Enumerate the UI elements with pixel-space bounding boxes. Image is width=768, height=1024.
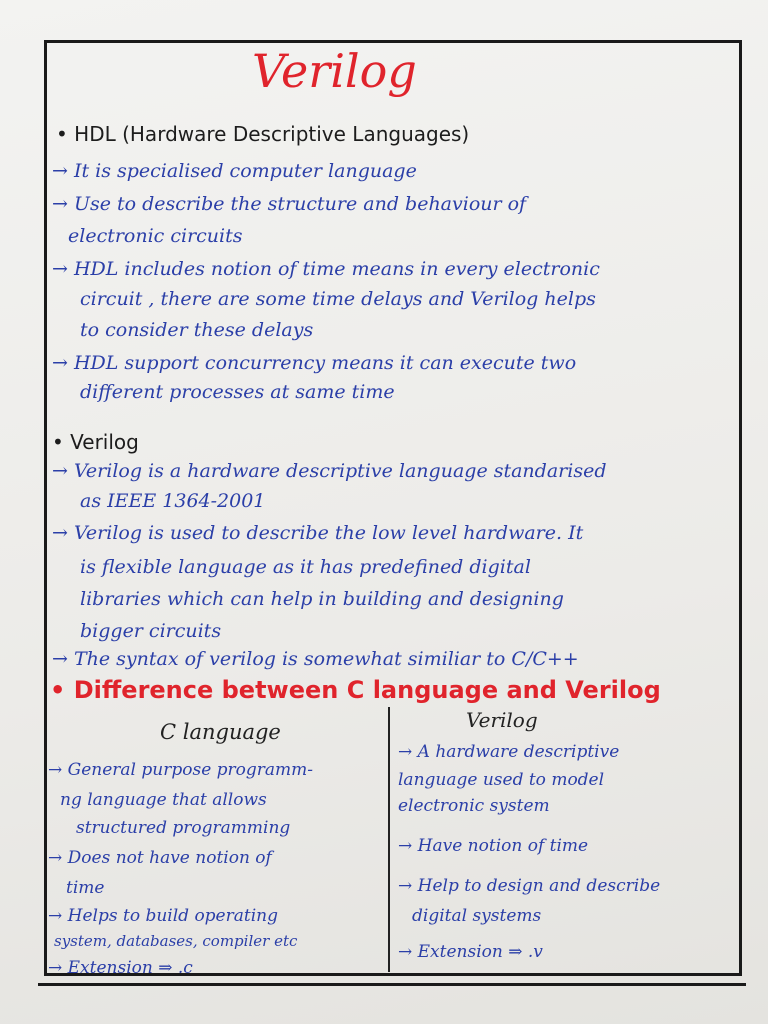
verilog-point-1-cont: as IEEE 1364-2001 — [80, 490, 266, 512]
verilog-point-2-cont-1: is flexible language as it has predefined digital — [80, 556, 531, 578]
verilog-point-2-cont-3: bigger circuits — [80, 620, 222, 642]
verilog-col-point-3-cont: digital systems — [412, 906, 542, 926]
hdl-point-2-cont: electronic circuits — [68, 225, 243, 247]
verilog-heading: • Verilog — [52, 430, 139, 454]
hdl-point-3: → HDL includes notion of time means in every electronic — [52, 258, 600, 280]
hdl-point-1: → It is specialised computer language — [52, 160, 417, 182]
difference-heading: • Difference between C language and Verilog — [50, 676, 661, 704]
column-divider — [388, 707, 390, 972]
verilog-col-point-1: → A hardware descriptive — [398, 742, 620, 762]
verilog-col-point-1-cont-1: language used to model — [398, 770, 605, 790]
page-title: Verilog — [252, 44, 417, 98]
bottom-border-line — [38, 983, 746, 986]
c-point-1-cont-1: ng language that allows — [60, 790, 267, 810]
verilog-point-1: → Verilog is a hardware descriptive language standarised — [52, 460, 607, 482]
c-point-2: → Does not have notion of — [48, 848, 272, 868]
c-point-1: → General purpose programm- — [48, 760, 314, 780]
verilog-col-point-2: → Have notion of time — [398, 836, 589, 856]
verilog-col-point-4: → Extension ⇒ .v — [398, 942, 543, 962]
c-point-4: → Extension ⇒ .c — [48, 958, 193, 978]
c-column-title: C language — [160, 720, 281, 744]
verilog-column-title: Verilog — [466, 708, 538, 732]
c-point-1-cont-2: structured programming — [76, 818, 291, 838]
c-point-3-cont: system, databases, compiler etc — [54, 932, 298, 950]
hdl-point-4-cont: different processes at same time — [80, 381, 395, 403]
hdl-point-2: → Use to describe the structure and behaviour of — [52, 193, 527, 215]
verilog-col-point-1-cont-2: electronic system — [398, 796, 550, 816]
c-point-3: → Helps to build operating — [48, 906, 278, 926]
verilog-point-3: → The syntax of verilog is somewhat similiar to C/C++ — [52, 648, 579, 670]
c-point-2-cont: time — [66, 878, 105, 898]
hdl-heading: • HDL (Hardware Descriptive Languages) — [56, 122, 470, 146]
verilog-col-point-3: → Help to design and describe — [398, 876, 661, 896]
hdl-point-3-cont-1: circuit , there are some time delays and Verilog helps — [80, 288, 596, 310]
hdl-point-3-cont-2: to consider these delays — [80, 319, 314, 341]
verilog-point-2-cont-2: libraries which can help in building and designing — [80, 588, 564, 610]
verilog-point-2: → Verilog is used to describe the low level hardware. It — [52, 522, 584, 544]
hdl-point-4: → HDL support concurrency means it can execute two — [52, 352, 577, 374]
